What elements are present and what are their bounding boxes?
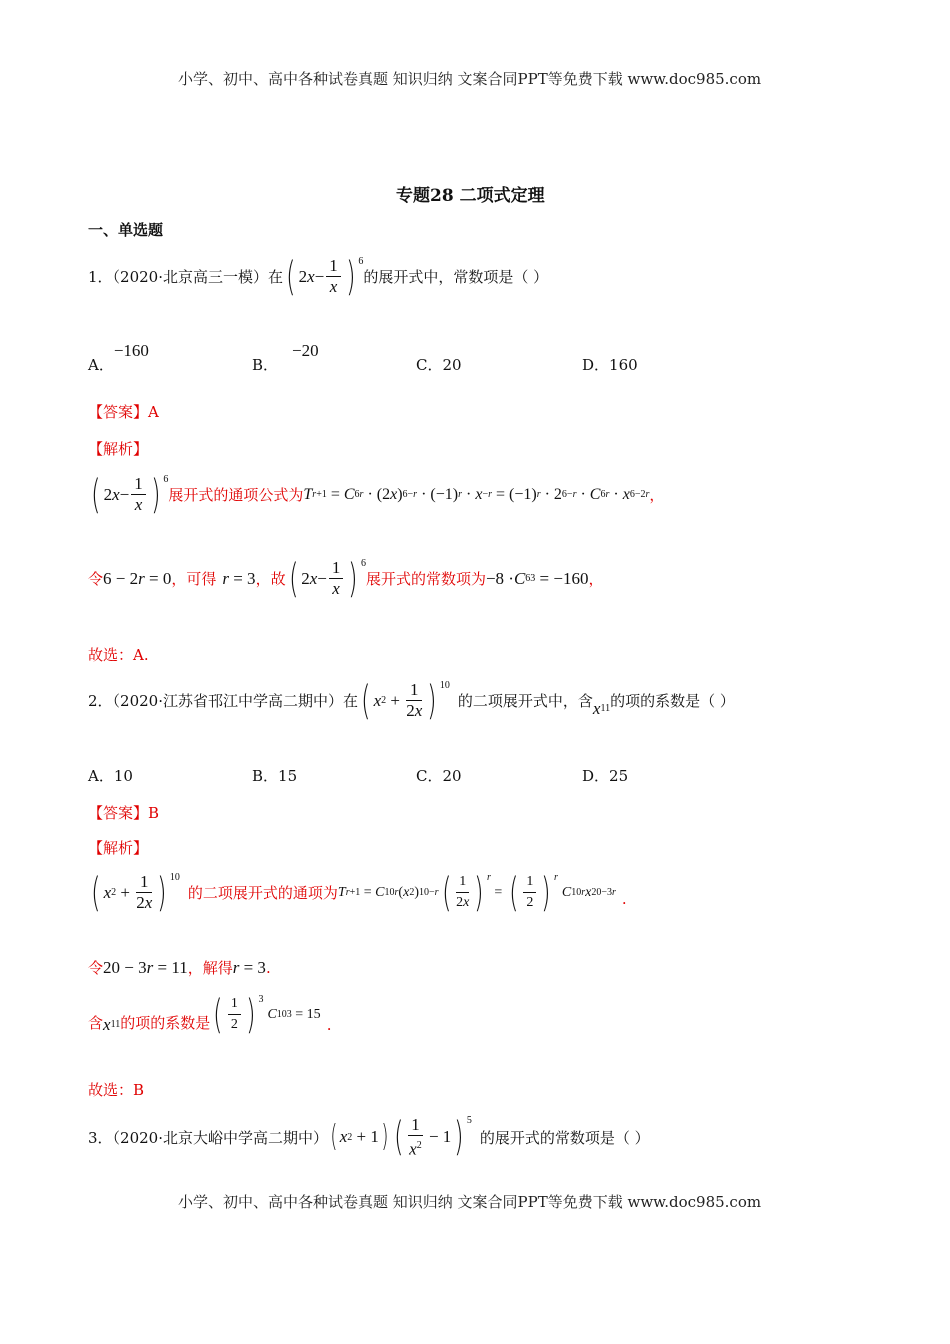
q1-option-c: C．20 — [416, 356, 462, 374]
q2-analysis-line-2: 令 20 − 3 r = 11 ，解得 r = 3 . — [88, 957, 271, 977]
q2-analysis-label: 【解析】 — [88, 839, 149, 857]
q1-answer: 【答案】A — [88, 403, 159, 421]
q1-conclusion: 故选：A. — [88, 646, 149, 664]
q1-analysis-line-2: 令 6 − 2 r = 0 ，可得 r = 3 ，故 ( 2 x − $\frac{1}{x}$ ) $^6$ 展开式的常数项为 −8 · C 6 3 = −160 ， — [88, 555, 604, 602]
page-title: 专题28 二项式定理 — [396, 186, 545, 206]
q2-option-d: D．25 — [582, 767, 629, 785]
section-heading: 一、单选题 — [88, 221, 164, 239]
q1-analysis-line-1: ( 2 x − $\frac{1}{x}$ ) $^6$ 展开式的通项公式为 T r +1 = C 6 r · (2 x ) 6−r · (−1) r · x −r = (−1) r · 2 6−r · C 6 r · x 6−2r ， — [91, 471, 665, 518]
q1-option-a: A．−160 — [88, 341, 149, 374]
q1-expression: ( 2 x − $\frac{1}{x}$ ) $^6$ — [286, 253, 364, 300]
q2-option-a: A．10 — [88, 767, 133, 785]
q2-analysis-line-3: 含 x 11 的项的系数是 ( $\frac{1}{2}$ ) $^3$ C 10 3 = 15 . — [88, 991, 332, 1038]
question-1-suffix: 的展开式中，常数项是（ ） — [363, 268, 549, 286]
question-2: 2．（2020·江苏省邗江中学高二期中）在 ( x 2 + $\frac{1}{2x}$ ) $^{10}$ 的二项展开式中，含 x 11 的项的系数是（ ） — [88, 677, 735, 724]
q1-option-d: D．160 — [582, 356, 638, 374]
q1-analysis-label: 【解析】 — [88, 440, 149, 458]
question-1-prefix: 1．（2020·北京高三一模）在 — [88, 268, 283, 286]
q2-answer: 【答案】B — [88, 804, 160, 822]
page-footer: 小学、初中、高中各种试卷真题 知识归纳 文案合同PPT等免费下载 www.doc985.com — [178, 1193, 762, 1211]
question-3: 3．（2020·北京大峪中学高二期中） ( x 2 + 1 ) ( $\frac{1}{x^2}$ − 1 ) $^5$ 的展开式的常数项是（ ） — [88, 1114, 650, 1161]
q1-option-b: B．−20 — [252, 341, 319, 374]
q2-option-b: B．15 — [252, 767, 298, 785]
q2-conclusion: 故选：B — [88, 1081, 145, 1099]
q2-analysis-line-1: ( x 2 + $\frac{1}{2x}$ ) $^{10}$ 的二项展开式的通项为 T r +1 = C 10 r ( x 2 ) 10−r ( $\frac{1}{2x}$ ) $^r$ = ( $\frac{1}{2}$ ) $^r$ C 10 r x 20−3r . — [91, 869, 627, 916]
question-1 — [88, 253, 549, 300]
q2-option-c: C．20 — [416, 767, 462, 785]
page-header: 小学、初中、高中各种试卷真题 知识归纳 文案合同PPT等免费下载 www.doc985.com — [178, 70, 762, 88]
